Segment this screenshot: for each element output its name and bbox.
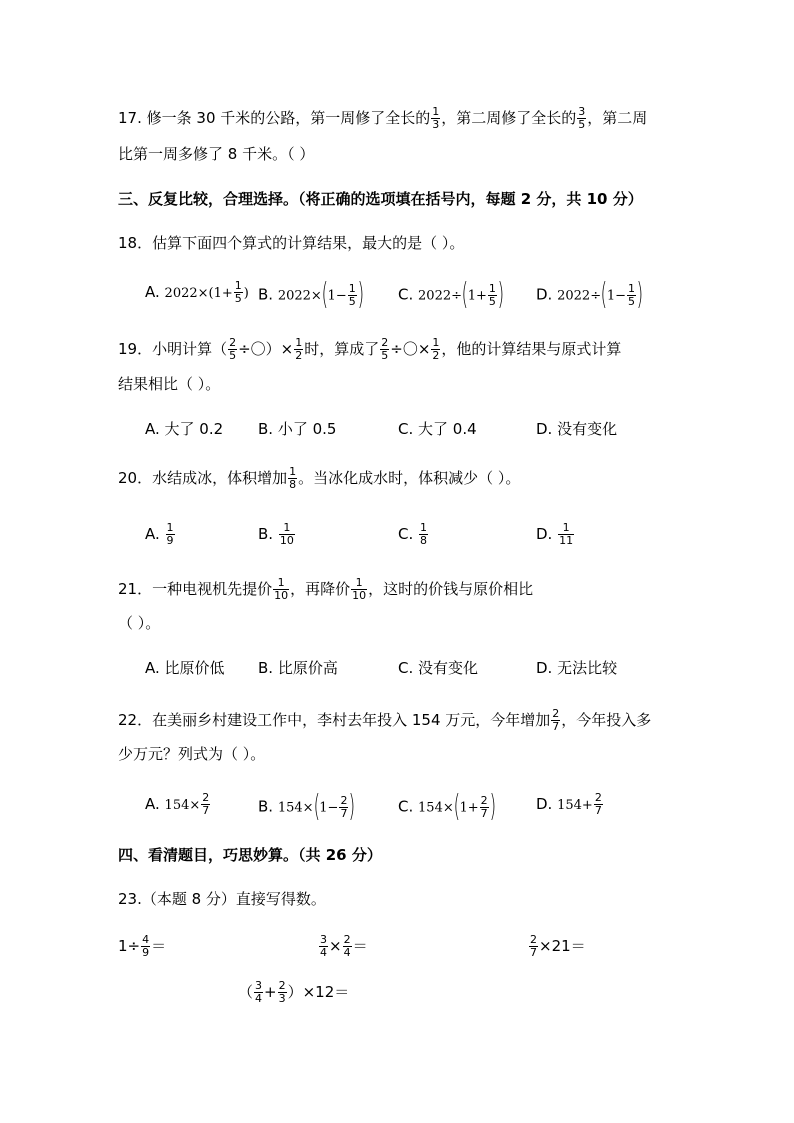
fraction: $\frac{4}{9}$ — [142, 933, 150, 959]
fraction: $\frac{3}{4}$ — [255, 979, 263, 1005]
fraction: $\frac{2}{7}$ — [202, 791, 210, 817]
fraction: $\frac{1}{9}$ — [166, 521, 174, 547]
fraction: $\frac{1}{10}$ — [352, 576, 367, 602]
fraction: $\frac{1}{8}$ — [289, 465, 297, 491]
q20-option-c: C. $\frac{1}{8}$ — [398, 521, 428, 547]
q20-line1: 20．水结成冰，体积增加 $\frac{1}{8}$ 。当冰化成水时，体积减少（ ）。 — [118, 465, 521, 491]
fraction: $\frac{1}{5}$ — [234, 279, 242, 305]
q22-option-a: A. 154× $\frac{2}{7}$ — [145, 791, 210, 817]
fraction: $\frac{1}{3}$ — [432, 105, 440, 131]
fraction: $\frac{3}{4}$ — [320, 933, 327, 959]
fraction: $\frac{2}{7}$ — [552, 707, 560, 733]
fraction: $\frac{2}{4}$ — [343, 933, 351, 959]
fraction: $\frac{2}{7}$ — [530, 933, 537, 959]
q18-stem: 18．估算下面四个算式的计算结果，最大的是（ ）。 — [118, 234, 465, 252]
section-3-heading: 三、反复比较，合理选择。（将正确的选项填在括号内，每题 2 分，共 10 分） — [118, 190, 643, 208]
fraction: $\frac{1}{10}$ — [279, 521, 294, 547]
q22-option-c: C. 154×(1+ $\frac{2}{7}$ ) — [398, 789, 496, 824]
fraction: $\frac{2}{3}$ — [278, 979, 286, 1005]
q18-option-d: D. 2022÷(1− $\frac{1}{5}$ ) — [536, 277, 644, 312]
fraction: $\frac{2}{7}$ — [594, 791, 602, 817]
q23-stem: 23.（本题 8 分）直接写得数。 — [118, 890, 326, 908]
fraction: $\frac{3}{5}$ — [578, 105, 586, 131]
q21-line2: （ ）。 — [118, 614, 161, 632]
fraction: $\frac{1}{2}$ — [295, 336, 303, 362]
q20-option-a: A. $\frac{1}{9}$ — [145, 521, 174, 547]
fraction: $\frac{1}{5}$ — [348, 281, 356, 308]
q21-option-c: C. 没有变化 — [398, 659, 479, 677]
q22-line1: 22．在美丽乡村建设工作中，李村去年投入 154 万元，今年增加 $\frac{2}{7}$ ，今年投入多 — [118, 707, 652, 733]
fraction: $\frac{2}{7}$ — [480, 793, 488, 820]
section-4-heading: 四、看清题目，巧思妙算。（共 26 分） — [118, 846, 382, 864]
q23-expr-3: $\frac{2}{7}$ ×21＝ — [530, 933, 586, 959]
fraction: $\frac{1}{11}$ — [559, 521, 574, 547]
q22-option-b: B. 154×(1− $\frac{2}{7}$ ) — [258, 789, 356, 824]
q19-option-d: D. 没有变化 — [536, 420, 618, 438]
q17-line1: 17. 修一条 30 千米的公路，第一周修了全长的 $\frac{1}{3}$ ，第二周修了全长的 $\frac{3}{5}$ ，第二周 — [118, 105, 648, 131]
q22-line2: 少万元？列式为（ ）。 — [118, 745, 266, 763]
q18-option-c: C. 2022÷(1+ $\frac{1}{5}$ ) — [398, 277, 504, 312]
fraction: $\frac{1}{8}$ — [420, 521, 428, 547]
fraction: $\frac{1}{10}$ — [274, 576, 289, 602]
q21-option-d: D. 无法比较 — [536, 659, 618, 677]
q18-option-a: A. 2022×(1+ $\frac{1}{5}$ ) — [145, 279, 249, 305]
fraction: $\frac{1}{5}$ — [488, 281, 496, 308]
q21-line1: 21．一种电视机先提价 $\frac{1}{10}$ ，再降价 $\frac{1}{10}$ ，这时的价钱与原价相比 — [118, 576, 534, 602]
q23-expr-1: 1÷ $\frac{4}{9}$ ＝ — [118, 933, 167, 959]
q23-expr-4: （ $\frac{3}{4}$ + $\frac{2}{3}$ ）×12＝ — [238, 979, 350, 1005]
q17-text: 修一条 30 千米的公路，第一周修了全长的 — [146, 109, 431, 127]
q20-option-b: B. $\frac{1}{10}$ — [258, 521, 294, 547]
q20-option-d: D. $\frac{1}{11}$ — [536, 521, 574, 547]
q21-option-a: A. 比原价低 — [145, 659, 225, 677]
q19-option-c: C. 大了 0.4 — [398, 420, 477, 438]
fraction: $\frac{2}{5}$ — [229, 336, 237, 362]
q18-option-b: B. 2022×(1− $\frac{1}{5}$ ) — [258, 277, 364, 312]
fraction: $\frac{2}{7}$ — [340, 793, 348, 820]
q19-option-a: A. 大了 0.2 — [145, 420, 224, 438]
q17-number: 17. — [118, 109, 142, 127]
fraction: $\frac{2}{5}$ — [381, 336, 389, 362]
q21-option-b: B. 比原价高 — [258, 659, 338, 677]
fraction: $\frac{1}{5}$ — [627, 281, 635, 308]
q17-line2: 比第一周多修了 8 千米。（ ） — [118, 145, 315, 163]
q23-expr-2: $\frac{3}{4}$ × $\frac{2}{4}$ ＝ — [320, 933, 368, 959]
q19-line1: 19．小明计算（ $\frac{2}{5}$ ÷〇）× $\frac{1}{2}$ 时，算成了 $\frac{2}{5}$ ÷〇× $\frac{1}{2}$ ，他的计算结果与原式计算 — [118, 336, 622, 362]
q19-option-b: B. 小了 0.5 — [258, 420, 337, 438]
q19-line2: 结果相比（ ）。 — [118, 375, 221, 393]
fraction: $\frac{1}{2}$ — [432, 336, 440, 362]
q22-option-d: D. 154+ $\frac{2}{7}$ — [536, 791, 602, 817]
